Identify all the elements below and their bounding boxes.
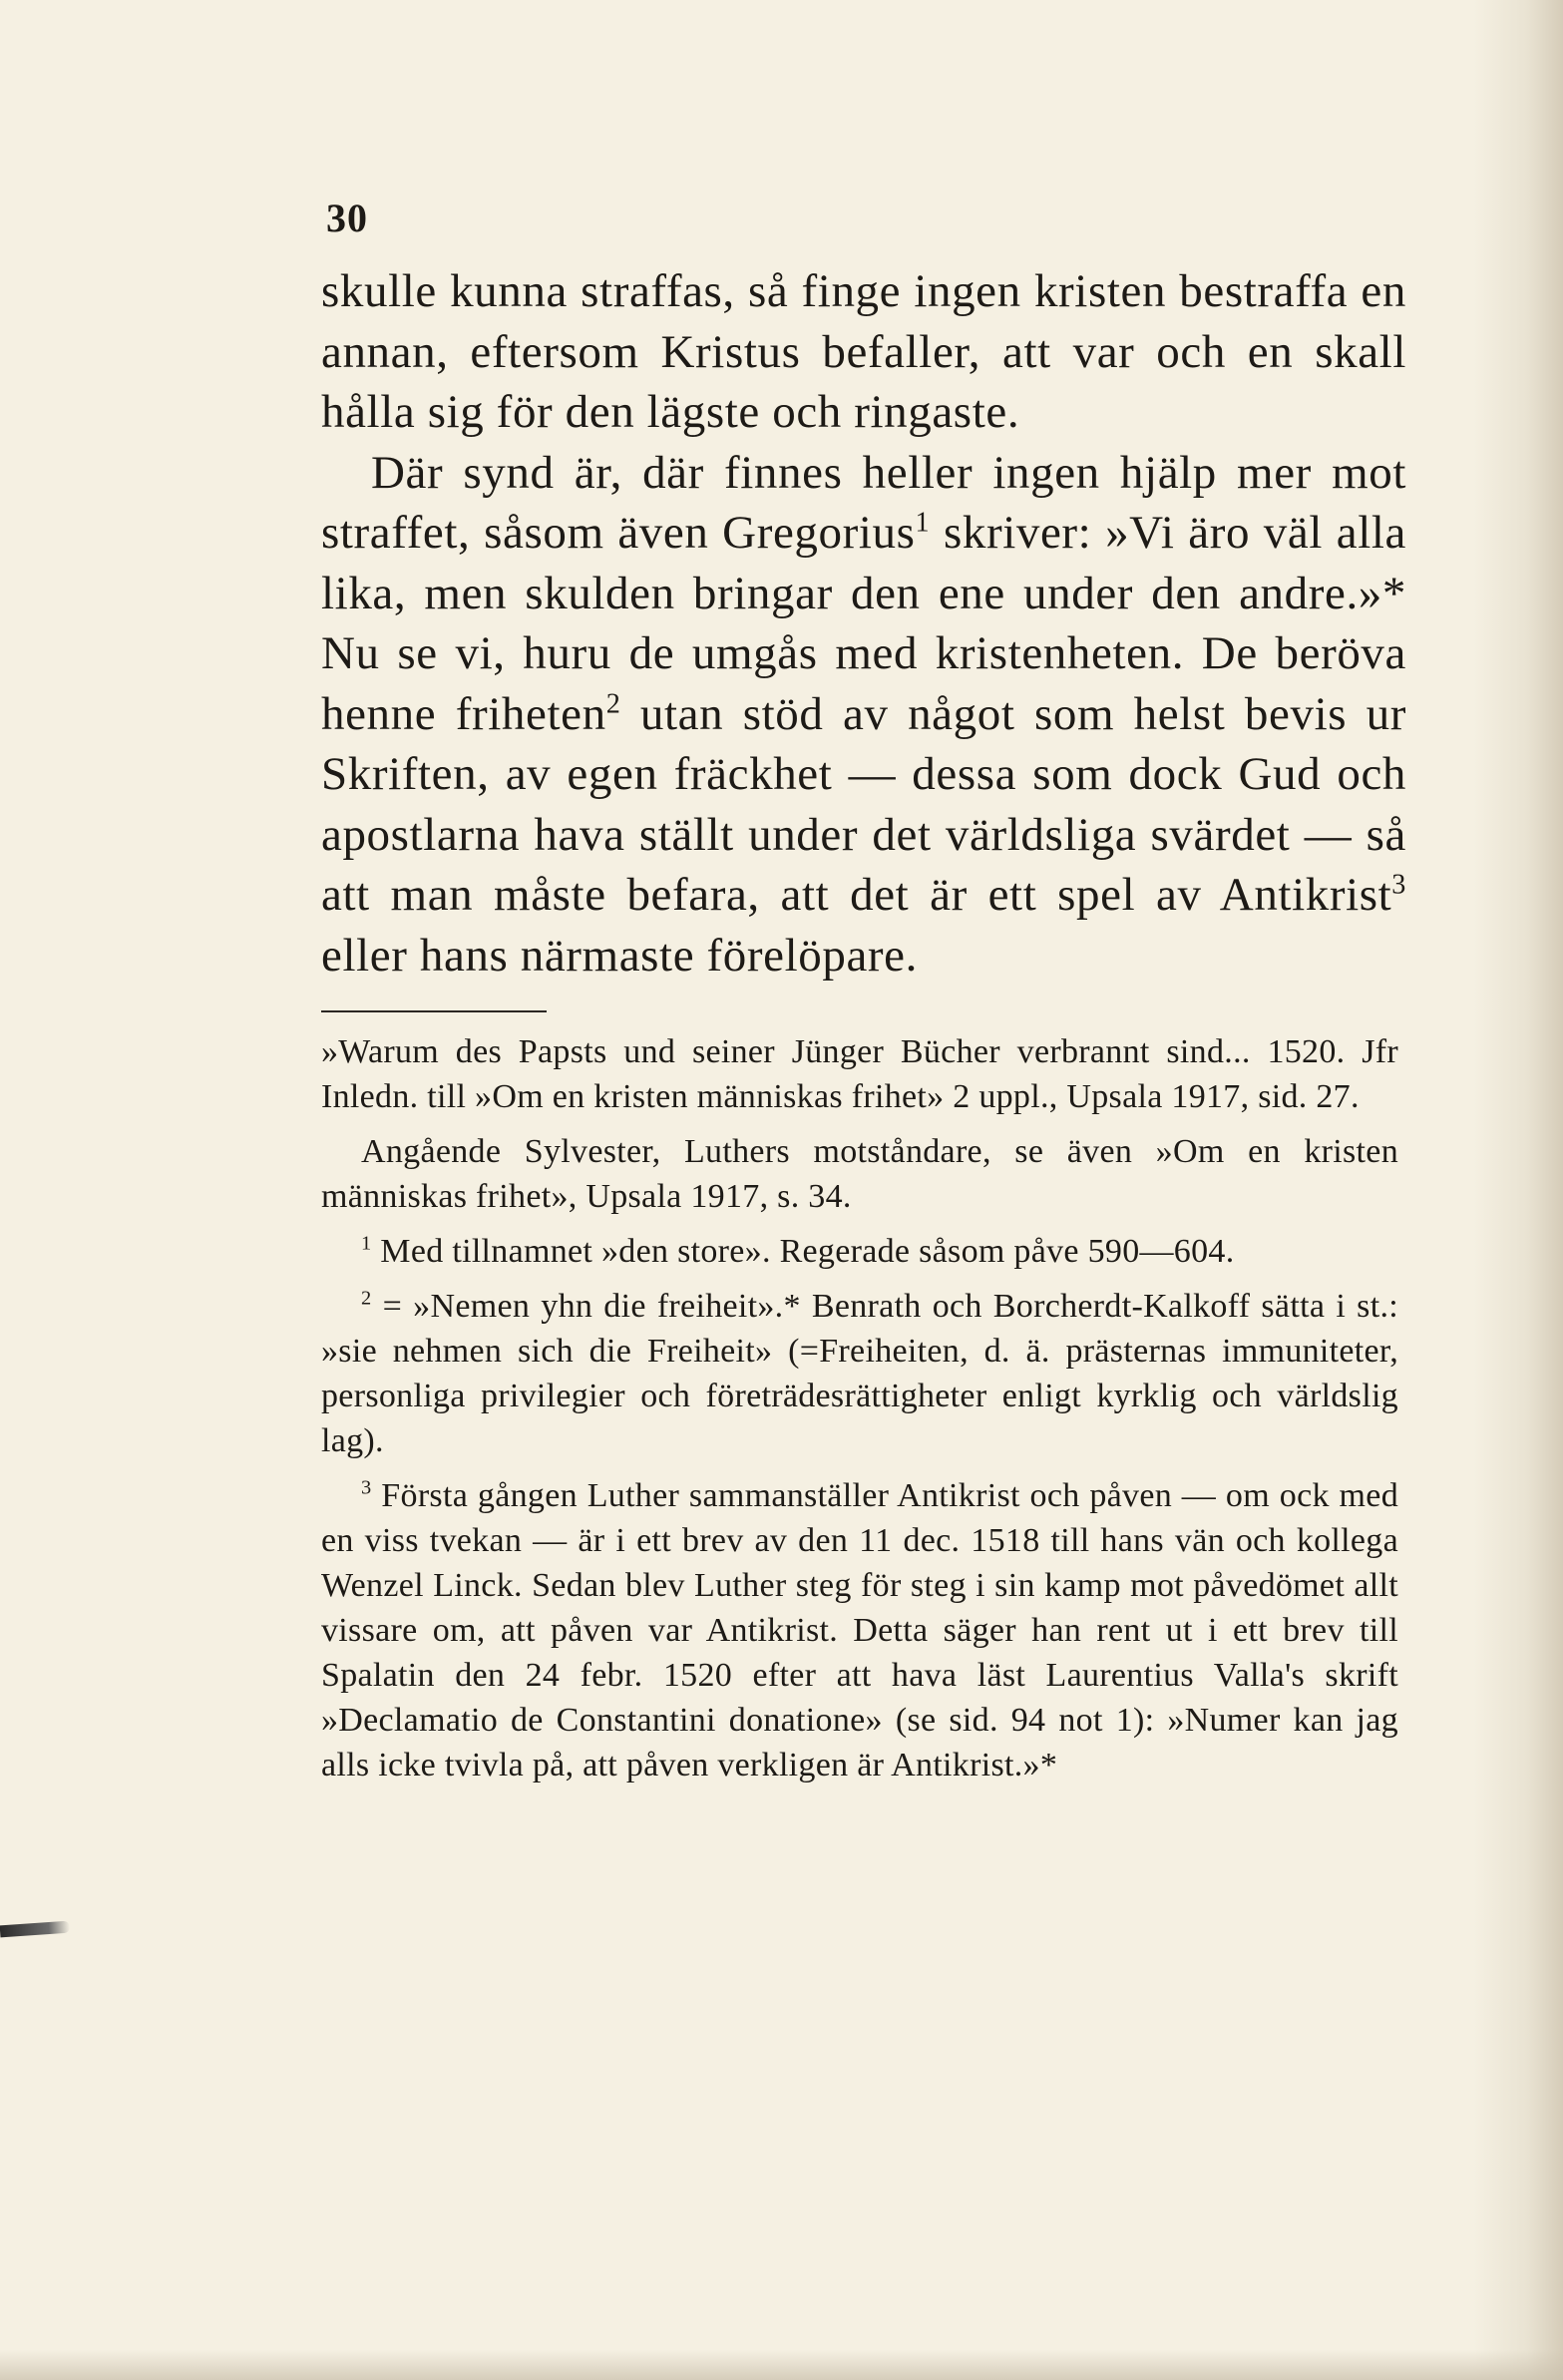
footnote-1-text: Med tillnamnet »den store». Regerade såsom påve 590—604.	[371, 1233, 1235, 1270]
footnote-ref-2: 2	[605, 687, 621, 719]
page-number: 30	[326, 196, 368, 240]
main-paragraph-2-part-4: eller hans närmaste förelöpare.	[321, 929, 918, 982]
footnote-ref-3: 3	[1391, 869, 1406, 901]
star-footnote-2: Angående Sylvester, Luthers motståndare, se även »Om en kristen människas frihet», Upsala 1917, s. 34.	[321, 1133, 1398, 1215]
star-footnote-1: »Warum des Papsts und seiner Jünger Bücher verbrannt sind... 1520. Jfr Inledn. till »Om en kristen människas frihet» 2 uppl., Upsala 1917, sid. 27.	[321, 1033, 1398, 1115]
footnote-3	[321, 1473, 1398, 1787]
footnote-1-marker: 1	[361, 1232, 372, 1255]
footnote-3-marker: 3	[361, 1476, 372, 1499]
main-paragraph-2	[321, 443, 1406, 987]
footnote-2-marker: 2	[361, 1287, 372, 1310]
main-paragraph-1: skulle kunna straffas, så finge ingen kristen bestraffa en annan, eftersom Kristus befaller, att var och en skall hålla sig för den lägste och ringaste.	[321, 265, 1406, 438]
main-paragraph-2-part-2: skriver: »Vi äro väl alla lika, men skulden bringar den ene under den andre.»* Nu se vi, huru de umgås med kristenheten. De beröva henne friheten	[321, 507, 1406, 740]
footnote-separator	[321, 1010, 547, 1012]
footnote-3-text: Första gången Luther sammanställer Antikrist och påven — om ock med en viss tvekan — är i ett brev av den 11 dec. 1518 till hans vän och kollega Wenzel Linck. Sedan blev Luther steg för steg i sin kamp mot påvedömet allt vissare om, att påven var Antikrist. Detta säger han rent ut i ett brev till Spalatin den 24 febr. 1520 efter att hava läst Laurentius Valla's skrift »Declamatio de Constantini donatione» (se sid. 94 not 1): »Numer kan jag alls icke tvivla på, att påven verkligen är Antikrist.»*	[321, 1477, 1398, 1784]
page-bottom-shadow	[0, 2350, 1563, 2380]
footnotes	[321, 1029, 1398, 1797]
footnote-ref-1: 1	[915, 507, 931, 539]
footnote-2-text: = »Nemen yhn die freiheit».* Benrath och Borcherdt-Kalkoff sätta i st.: »sie nehmen sich die Freiheit» (=Freiheiten, d. ä. prästernas immuniteter, personliga privilegier och företrädesrättigheter enligt kyrklig och världslig lag).	[321, 1288, 1398, 1459]
binding-clip-mark	[0, 1921, 70, 1938]
main-paragraph-2-part-1: Där synd är, där finnes heller ingen hjälp mer mot straffet, såsom även Gregorius	[321, 446, 1406, 559]
main-text	[321, 261, 1406, 986]
footnote-2	[321, 1284, 1398, 1463]
page-edge-shadow	[1473, 0, 1563, 2380]
footnote-1	[321, 1229, 1398, 1274]
main-paragraph-2-part-3: utan stöd av något som helst bevis ur Skriften, av egen fräckhet — dessa som dock Gud och apostlarna hava ställt under det världsliga svärdet — så att man måste befara, att det är ett spel av Antikrist	[321, 687, 1407, 921]
